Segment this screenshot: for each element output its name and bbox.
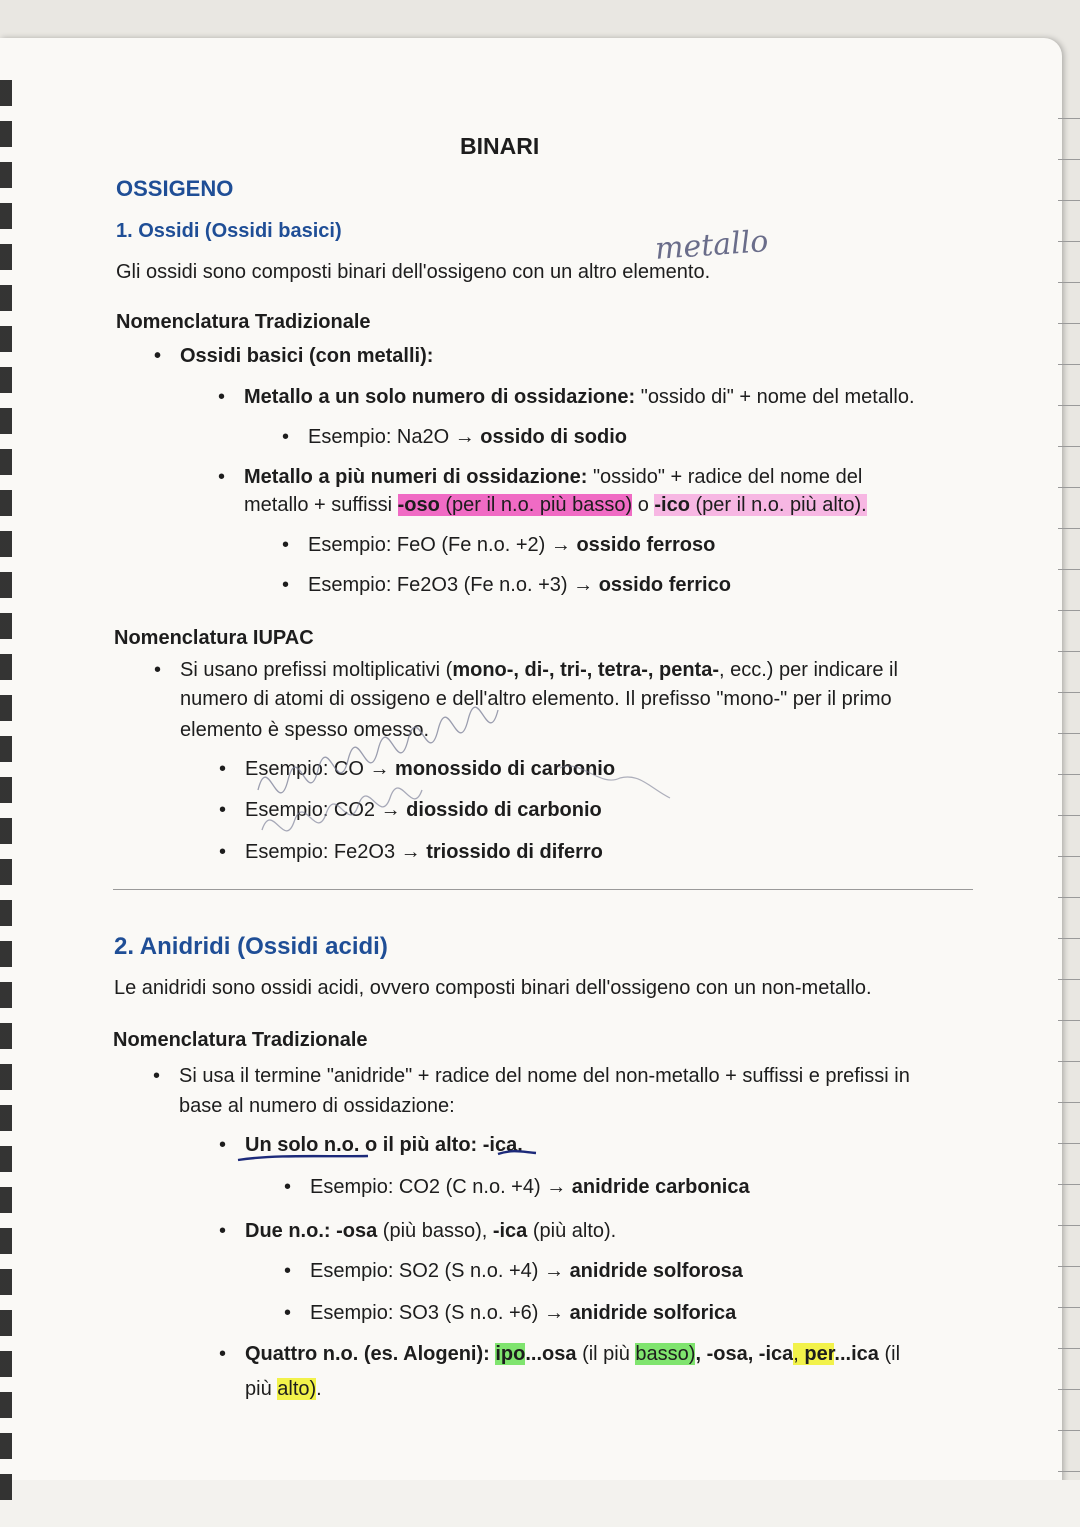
- highlight-yellow: ,: [793, 1343, 805, 1365]
- list-item-label: Metallo a più numeri di ossidazione:: [244, 466, 588, 488]
- list-item-text: "ossido" + radice del nome del: [587, 466, 863, 488]
- example-text: Esempio: SO3 (S n.o. +6) →: [310, 1302, 570, 1324]
- list-item-continuation: base al numero di ossidazione:: [179, 1095, 455, 1117]
- subsection-heading-ossidi: 1. Ossidi (Ossidi basici): [116, 220, 342, 242]
- example-item: [308, 531, 715, 559]
- text-span: , ecc.) per indicare il: [718, 659, 898, 681]
- example-result: ossido ferrico: [598, 574, 731, 596]
- handwritten-note: metallo: [653, 224, 770, 267]
- example-text: Esempio: FeO (Fe n.o. +2) →: [308, 534, 577, 556]
- text-span: Si usano prefissi moltiplicativi (: [180, 659, 453, 681]
- example-result: ossido di sodio: [480, 426, 627, 448]
- text-span: o il più alto:: [359, 1134, 483, 1156]
- example-result: anidride carbonica: [571, 1176, 750, 1198]
- list-item: • Ossidi basici (con metalli):: [180, 342, 433, 370]
- text-span: , -osa, -ica: [695, 1343, 794, 1365]
- text-span: .: [316, 1378, 322, 1400]
- list-item: [245, 1131, 523, 1159]
- example-result: anidride solforosa: [569, 1260, 743, 1282]
- prefix-per: per: [804, 1343, 835, 1365]
- text-span: (il più: [576, 1343, 636, 1365]
- example-result: diossido di carbonio: [406, 799, 602, 821]
- list-item-continuation: numero di atomi di ossigeno e dell'altro elemento. Il prefisso "mono-" per il primo: [180, 688, 892, 710]
- text-span: ...osa: [525, 1343, 577, 1365]
- nomenclature-heading: Nomenclatura Tradizionale: [113, 1029, 368, 1051]
- text-span: (più alto).: [527, 1220, 617, 1242]
- list-item: [244, 383, 915, 411]
- list-item-continuation: elemento è spesso omesso.: [180, 719, 430, 741]
- example-item: [310, 1299, 736, 1327]
- list-item: [245, 1340, 900, 1368]
- example-item: [310, 1173, 750, 1201]
- text-span: (più basso),: [377, 1220, 493, 1242]
- example-item: [245, 755, 615, 783]
- list-item-label: Due n.o.:: [245, 1220, 331, 1242]
- list-item-label: Un solo n.o.: [245, 1134, 360, 1156]
- example-result: triossido di diferro: [426, 841, 603, 863]
- suffix-ica: -ica: [492, 1220, 528, 1242]
- document-title: BINARI: [460, 133, 540, 159]
- suffix-ica: -ica.: [482, 1134, 523, 1156]
- example-result: monossido di carbonio: [395, 758, 616, 780]
- list-item-label: Quattro n.o. (es. Alogeni):: [245, 1343, 490, 1365]
- example-item: [245, 796, 602, 824]
- list-item-continuation: [245, 1375, 322, 1403]
- text-span: più: [245, 1378, 278, 1400]
- list-item: • Si usa il termine "anidride" + radice del nome del non-metallo + suffissi e prefissi in: [179, 1062, 910, 1090]
- text-span: metallo + suffissi: [244, 494, 398, 516]
- nomenclature-heading: Nomenclatura IUPAC: [114, 627, 314, 649]
- list-item-label: Metallo a un solo numero di ossidazione:: [244, 386, 636, 408]
- example-item: [308, 571, 731, 599]
- list-item: [245, 1217, 616, 1245]
- example-item: [308, 423, 627, 451]
- example-text: Esempio: CO2 →: [245, 799, 407, 821]
- highlight-green: basso): [635, 1343, 696, 1365]
- example-text: Esempio: Fe2O3 (Fe n.o. +3) →: [308, 574, 599, 596]
- intro-text: Le anidridi sono ossidi acidi, ovvero composti binari dell'ossigeno con un non-metallo.: [114, 977, 872, 999]
- example-item: [245, 838, 603, 866]
- section-heading: OSSIGENO: [116, 176, 234, 201]
- example-text: Esempio: CO2 (C n.o. +4) →: [310, 1176, 572, 1198]
- example-result: ossido ferroso: [576, 534, 716, 556]
- example-text: Esempio: SO2 (S n.o. +4) →: [310, 1260, 570, 1282]
- nomenclature-heading: Nomenclatura Tradizionale: [116, 311, 371, 333]
- list-item-text: "ossido di" + nome del metallo.: [635, 386, 915, 408]
- example-result: anidride solforica: [569, 1302, 737, 1324]
- example-item: [310, 1257, 743, 1285]
- suffix-osa: -osa: [330, 1220, 378, 1242]
- text-span: (il: [878, 1343, 901, 1365]
- example-text: Esempio: Fe2O3 →: [245, 841, 427, 863]
- highlight-pink-light: [654, 494, 866, 516]
- suffix-oso: -oso: [397, 494, 440, 516]
- suffix-ico-note: (per il n.o. più alto).: [689, 494, 867, 516]
- text-span: ...ica: [834, 1343, 879, 1365]
- suffix-ico: -ico: [654, 494, 690, 516]
- list-item: [244, 463, 862, 491]
- example-text: Esempio: CO →: [245, 758, 396, 780]
- subsection-heading-anidridi: 2. Anidridi (Ossidi acidi): [114, 933, 388, 960]
- list-item: [180, 656, 898, 684]
- prefix-list: mono-, di-, tri-, tetra-, penta-: [452, 659, 719, 681]
- prefix-ipo: ipo: [495, 1343, 526, 1365]
- text-span: o: [632, 494, 655, 516]
- section-divider: [113, 889, 973, 890]
- intro-text: Gli ossidi sono composti binari dell'ossigeno con un altro elemento.: [116, 261, 711, 283]
- example-text: Esempio: Na2O →: [308, 426, 481, 448]
- highlight-pink: [398, 494, 633, 516]
- list-item-continuation: [244, 491, 867, 519]
- suffix-oso-note: (per il n.o. più basso): [439, 494, 633, 516]
- highlight-yellow: alto): [277, 1378, 317, 1400]
